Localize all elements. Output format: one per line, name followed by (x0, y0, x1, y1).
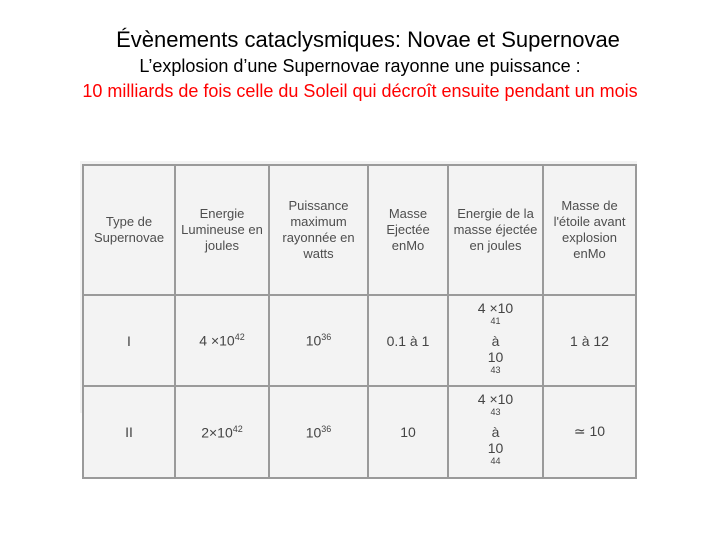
power-base: 10 (305, 332, 322, 349)
cell-ejecta-energy (448, 295, 543, 386)
ejecta-bottom-exponent: 43 (490, 364, 501, 375)
supernova-table (82, 164, 637, 479)
energy-coefficient: 4 ×10 (199, 332, 235, 349)
ejecta-bottom-exponent: 44 (490, 455, 501, 466)
power-base: 10 (305, 424, 322, 441)
cell-energy (175, 295, 269, 386)
ejecta-top-exponent: 41 (490, 316, 501, 326)
energy-exponent: 42 (234, 332, 245, 343)
energy-exponent: 42 (232, 423, 243, 434)
cell-ejecta-energy (448, 386, 543, 477)
table-row (83, 386, 636, 477)
energy-coefficient: 2×10 (201, 424, 233, 441)
power-exponent: 36 (321, 423, 332, 434)
cell-power (269, 386, 368, 477)
header-power: Puissance maximum rayonnée en watts (269, 165, 368, 295)
cell-mass-ejected: 0.1 à 1 (368, 295, 448, 386)
page-title: Évènements cataclysmiques: Novae et Supernovae (116, 27, 620, 52)
header-ejecta-energy: Energie de la masse éjectée en joules (448, 165, 543, 295)
ejecta-top-coefficient: 4 ×10 (477, 391, 514, 408)
cell-mass-ejected: 10 (368, 386, 448, 477)
ejecta-top-coefficient: 4 ×10 (477, 300, 514, 316)
highlight-line: 10 milliards de fois celle du Soleil qui décroît ensuite pendant un mois (82, 81, 638, 101)
header-energy: Energie Lumineuse en joules (175, 165, 269, 295)
cell-star-mass: ≃ 10 (543, 386, 636, 477)
cell-type: II (83, 386, 175, 477)
ejecta-top-exponent: 43 (490, 407, 501, 418)
header-mass-ejected: Masse Ejectée enMo (368, 165, 448, 295)
header-star-mass: Masse de l'étoile avant explosion enMo (543, 165, 636, 295)
cell-type: I (83, 295, 175, 386)
ejecta-top-suffix: à (491, 332, 500, 349)
power-exponent: 36 (321, 332, 332, 343)
cell-energy (175, 386, 269, 477)
table-row (83, 295, 636, 386)
cell-power (269, 295, 368, 386)
header-type: Type de Supernovae (83, 165, 175, 295)
ejecta-top-suffix: à (491, 423, 500, 440)
table-header-row (83, 165, 636, 295)
ejecta-bottom-base: 10 (487, 348, 504, 365)
subtitle-line: L’explosion d’une Supernovae rayonne une puissance : (139, 56, 581, 76)
ejecta-bottom-base: 10 (487, 439, 504, 456)
cell-star-mass: 1 à 12 (543, 295, 636, 386)
